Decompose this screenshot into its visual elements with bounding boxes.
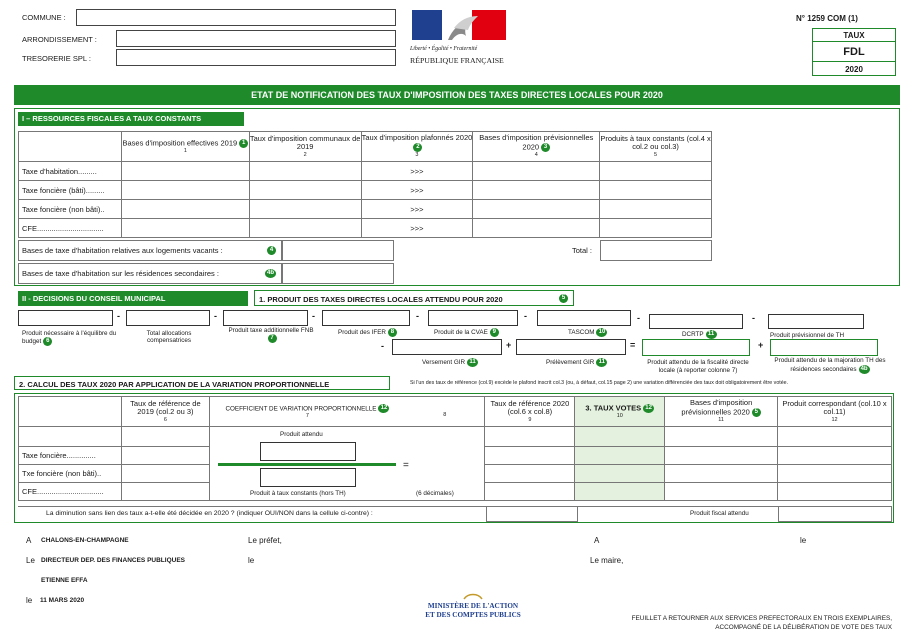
s1-col5-num: 5 [654,151,658,158]
commune-label: COMMUNE : [22,13,66,22]
s1-input-cell[interactable] [249,181,361,200]
s3-col10-num: 10 [616,412,623,419]
section3-title: 2. CALCUL DES TAUX 2020 PAR APPLICATION DE LA VARIATION PROPORTIONNELLE [19,380,330,389]
s1-input-cell[interactable] [473,181,600,200]
s1-col5-label: Produits à taux constants (col.4 x col.2 ou col.3) [600,133,711,152]
section3-table [18,396,892,501]
s1-col1-label: Bases d'imposition effectives 2019 [122,138,238,148]
s1-row-label: CFE................................ [19,219,122,238]
s3-col11-header [665,397,778,427]
s1-input-cell[interactable] [600,200,712,219]
s1-corner-cell [19,132,122,162]
badge-7-icon: 7 [268,334,277,343]
produit-taux-constants-field[interactable] [260,468,356,487]
s3-col10-label: 3. TAUX VOTES [585,403,642,413]
s3-col7-num: 7 [305,412,309,419]
s3-col6-num: 6 [163,416,167,423]
versement-gir-label [422,358,478,367]
year-label: 2020 [845,65,863,74]
s3-row-label: CFE................................ [19,483,122,501]
plus-operator: + [758,340,764,350]
s1-col3-header [361,132,473,162]
s1-chevron: >>> [361,162,473,181]
footer-le-label: le [800,536,807,545]
tresorerie-field[interactable] [116,49,396,66]
s3-input-cell[interactable] [778,427,892,447]
s1-col4-header [473,132,600,162]
minus-operator: - [214,311,217,321]
minus-operator: - [752,313,755,323]
diminution-label: La diminution sans lien des taux a-t-elle été décidée en 2020 ? (indiquer OUI/NON dans la cellule ci-contre) : [46,510,373,517]
tascom-field[interactable] [537,310,631,326]
s3-input-cell[interactable] [121,427,209,447]
versement-gir-field[interactable] [392,339,502,355]
s3-input-cell[interactable] [665,465,778,483]
p7-text: DCRTP [682,331,704,339]
minus-operator: - [637,313,640,323]
s3-col7-header [209,397,405,427]
s1-col2-label: Taux d'imposition communaux de 2019 [249,133,361,152]
s1-input-cell[interactable] [249,200,361,219]
vacants-field[interactable] [282,240,394,261]
s3-input-cell[interactable] [665,447,778,465]
feuillet-line2: ACCOMPAGNÉ DE LA DÉLIBÉRATION DE VOTE DES TAUX [715,624,892,631]
vacants-label: Bases de taxe d'habitation relatives aux logements vacants : [22,246,223,255]
footer-a2-label: A [594,536,600,545]
badge-11-icon: 11 [596,358,607,367]
section1-table [18,131,712,238]
produit-fiscal-field[interactable] [778,506,892,522]
s3-col9-label: Taux de référence 2020 (col.6 x col.8) [490,398,570,417]
prefet-label: Le préfet, [248,536,282,545]
taux-fdl-box [812,28,896,76]
plus-operator: + [506,340,512,350]
secondaires-label: Bases de taxe d'habitation sur les résidences secondaires : [22,269,219,278]
produit-attendu-label: Produit attendu [280,431,323,438]
s1-col2-num: 2 [303,151,307,158]
badge-1-icon: 1 [239,139,248,148]
s3-vote-cell[interactable] [575,483,665,501]
badge-12-icon: 12 [378,404,389,413]
s3-col7-label: COEFFICIENT DE VARIATION PROPORTIONNELLE [225,405,377,413]
s3-input-cell[interactable] [485,447,575,465]
badge-4-icon: 4 [267,246,276,255]
s1-chevron: >>> [361,200,473,219]
s1-col1-num: 1 [183,147,187,154]
ministere-line1: MINISTÈRE DE L'ACTION [427,602,519,610]
s1-input-cell[interactable] [600,219,712,238]
logo-motto: Liberté • Égalité • Fraternité [410,46,478,52]
ministere-logo [408,592,538,628]
produit-title: 1. PRODUIT DES TAXES DIRECTES LOCALES ATTENDU POUR 2020 [259,295,503,304]
s3-input-cell[interactable] [485,465,575,483]
footer-a-label: A [26,536,32,545]
s3-col8-num: 8 [443,412,447,419]
s3-col12-header [778,397,892,427]
p1-text: Produit nécessaire à l'équilibre du budget [22,330,117,346]
badge-11-icon: 11 [706,330,717,339]
s3-col11-label: Bases d'imposition prévisionnelles 2020 [681,398,753,417]
s3-col12-num: 12 [831,416,838,423]
s3-col12-label: Produit correspondant (col.10 x col.11) [782,398,887,417]
taux-label: TAUX [843,31,865,40]
s1-col5-header [600,132,712,162]
s1-col3-num: 3 [415,152,419,159]
badge-6-icon: 6 [43,337,52,346]
coef-equals: = [403,460,409,471]
minus-operator: - [117,311,120,321]
s3-input-cell[interactable] [121,483,209,501]
s3-input-cell[interactable] [485,483,575,501]
s3-row-label: Taxe foncière.............. [19,447,122,465]
table-row [19,162,712,181]
fraction-bar [218,463,396,466]
badge-9-icon: 9 [490,328,499,337]
ifer-field[interactable] [322,310,410,326]
tascom-label [568,328,607,337]
s3-col8-header [405,397,485,427]
footer-le3-label: le [26,596,33,605]
ifer-label [338,328,397,337]
produit-fiscal-label: Produit fiscal attendu [690,510,749,517]
badge-2-icon: 2 [413,143,422,152]
produit-attendu-field[interactable] [260,442,356,461]
dcrtp-label [682,330,717,339]
fnb-field[interactable] [223,310,308,326]
s3-input-cell[interactable] [778,483,892,501]
cvae-field[interactable] [428,310,518,326]
decimales-label: (6 décimales) [416,490,454,497]
section3-title-box [14,376,390,390]
s3-vote-cell[interactable] [575,427,665,447]
s1-chevron: >>> [361,181,473,200]
marianne-icon [408,8,510,42]
s3-blank-cell [19,427,122,447]
s1-input-cell[interactable] [121,200,249,219]
s3-input-cell[interactable] [121,465,209,483]
s1-col3-label: Taux d'imposition plafonnés 2020 [361,133,473,143]
badge-5-icon: 5 [752,408,761,417]
logo-name: RÉPUBLIQUE FRANÇAISE [410,56,504,65]
s3-col9-header [485,397,575,427]
s1-input-cell[interactable] [121,181,249,200]
table-row [19,219,712,238]
badge-4b-icon: 4b [860,365,868,372]
badge-3-icon: 3 [541,143,550,152]
p3-text: Produit taxe additionnelle FNB [228,327,314,334]
secondaires-label-box [18,263,282,284]
allocations-label: Total allocations compensatrices [146,330,192,345]
produit-taux-constants-label: Produit à taux constants (hors TH) [250,490,346,497]
commune-field[interactable] [76,9,396,26]
footer-le2-label: le [248,556,255,565]
s1-row-label: Taxe foncière (bâti)......... [19,181,122,200]
s3-col6-label: Taux de référence de 2019 (col.2 ou 3) [130,398,201,417]
s3-corner-cell [19,397,122,427]
res2-text: Produit attendu de la majoration TH des résidences secondaires [774,357,886,373]
minus-operator: - [416,311,419,321]
s3-col6-header [121,397,209,427]
s3-input-cell[interactable] [665,427,778,447]
s1-input-cell[interactable] [600,181,712,200]
produit-necessaire-label [22,330,118,346]
s3-col10-header [575,397,665,427]
dcrtp-field[interactable] [649,314,743,329]
equals-operator: = [630,340,636,350]
s3-col9-num: 9 [528,416,532,423]
signatory-name: ETIENNE EFFA [41,577,88,584]
section2-title: II - DECISIONS DU CONSEIL MUNICIPAL [18,291,248,306]
s1-input-cell[interactable] [249,219,361,238]
feuillet-line1: FEUILLET A RETOURNER AUX SERVICES PREFECTORAUX EN TROIS EXEMPLAIRES, [631,615,892,622]
s1-row-label: Taxe d'habitation......... [19,162,122,181]
table-row [19,181,712,200]
s1-col4-label: Bases d'imposition prévisionnelles 2020 [479,133,594,152]
s1-input-cell[interactable] [121,162,249,181]
prelevement-gir-label [546,358,607,367]
p5-text: Produit de la CVAE [434,329,488,337]
s3-col11-num: 11 [718,417,724,424]
republique-francaise-logo [408,8,512,68]
ministere-line2: ET DES COMPTES PUBLICS [425,611,521,619]
minus-operator: - [524,311,527,321]
arrondissement-field[interactable] [116,30,396,47]
s1-chevron: >>> [361,219,473,238]
directeur-label: DIRECTEUR DEP. DES FINANCES PUBLIQUES [41,557,185,564]
cvae-label [434,328,499,337]
page-title: ETAT DE NOTIFICATION DES TAUX D'IMPOSITION DES TAXES DIRECTES LOCALES POUR 2020 [14,85,900,105]
badge-12-icon: 12 [643,404,654,413]
form-number: N° 1259 COM (1) [796,14,858,23]
s3-input-cell[interactable] [485,427,575,447]
s1-row-label: Taxe foncière (non bâti).. [19,200,122,219]
produit-th-field[interactable] [768,314,864,329]
table-row [19,200,712,219]
minus-operator: - [381,341,384,351]
produit-fiscalite-field[interactable] [642,339,750,356]
footer-a-value: CHALONS-EN-CHAMPAGNE [41,537,129,544]
section1-title: I – RESSOURCES FISCALES A TAUX CONSTANTS [18,112,244,126]
section3-note: Si l'un des taux de référence (col.9) excède le plafond inscrit col.3 (ou, à défaut, col.15 page 2) une variation différenciée des taux doit obligatoirement être votée. [410,380,789,386]
produit-fiscalite-label: Produit attendu de la fiscalité directe locale (à reporter colonne 7) [647,359,749,374]
s3-vote-cell[interactable] [575,465,665,483]
table-row [19,427,892,447]
p4-text: Produit des IFER [338,329,386,337]
s3-input-cell[interactable] [778,447,892,465]
v2-text: Prélèvement GIR [546,359,595,367]
ministere-emblem-icon [463,592,483,600]
s3-row-label: Txe foncière (non bâti).. [19,465,122,483]
badge-10-icon: 10 [596,328,607,337]
s1-col1-header [121,132,249,162]
tresorerie-label: TRESORERIE SPL : [22,54,91,63]
s3-input-cell[interactable] [121,447,209,465]
arrondissement-label: ARRONDISSEMENT : [22,35,97,44]
v1-text: Versement GIR [422,359,466,367]
footer-date: 11 MARS 2020 [40,597,85,604]
taux-divider [813,41,895,42]
majoration-th-field[interactable] [770,339,878,356]
s3-vote-cell[interactable] [575,447,665,465]
s1-col4-num: 4 [534,152,538,159]
total-label: Total : [572,246,593,255]
majoration-th-label [768,357,892,374]
s1-col2-header [249,132,361,162]
allocations-field[interactable] [126,310,210,326]
badge-4b-icon: 4b [266,270,274,276]
s1-input-cell[interactable] [473,162,600,181]
badge-5-icon: 5 [559,294,568,303]
fnb-label [228,327,314,343]
s1-input-cell[interactable] [121,219,249,238]
p6-text: TASCOM [568,329,595,337]
secondaires-field[interactable] [282,263,394,284]
produit-necessaire-field[interactable] [18,310,113,326]
s1-input-cell[interactable] [249,162,361,181]
fdl-divider [813,61,895,62]
minus-operator: - [312,311,315,321]
badge-11-icon: 11 [467,358,478,367]
s1-input-cell[interactable] [473,219,600,238]
s1-input-cell[interactable] [600,162,712,181]
s3-input-cell[interactable] [778,465,892,483]
produit-title-box [254,290,574,306]
diminution-field[interactable] [486,506,578,522]
prelevement-gir-field[interactable] [516,339,626,355]
badge-8-icon: 8 [388,328,397,337]
s1-input-cell[interactable] [473,200,600,219]
maire-label: Le maire, [590,556,624,565]
total-field[interactable] [600,240,712,261]
footer-le1-label: Le [26,556,35,565]
produit-th-label: Produit prévisionnel de TH [770,332,845,339]
s3-input-cell[interactable] [665,483,778,501]
vacants-label-box [18,240,282,261]
fdl-label: FDL [843,46,865,58]
